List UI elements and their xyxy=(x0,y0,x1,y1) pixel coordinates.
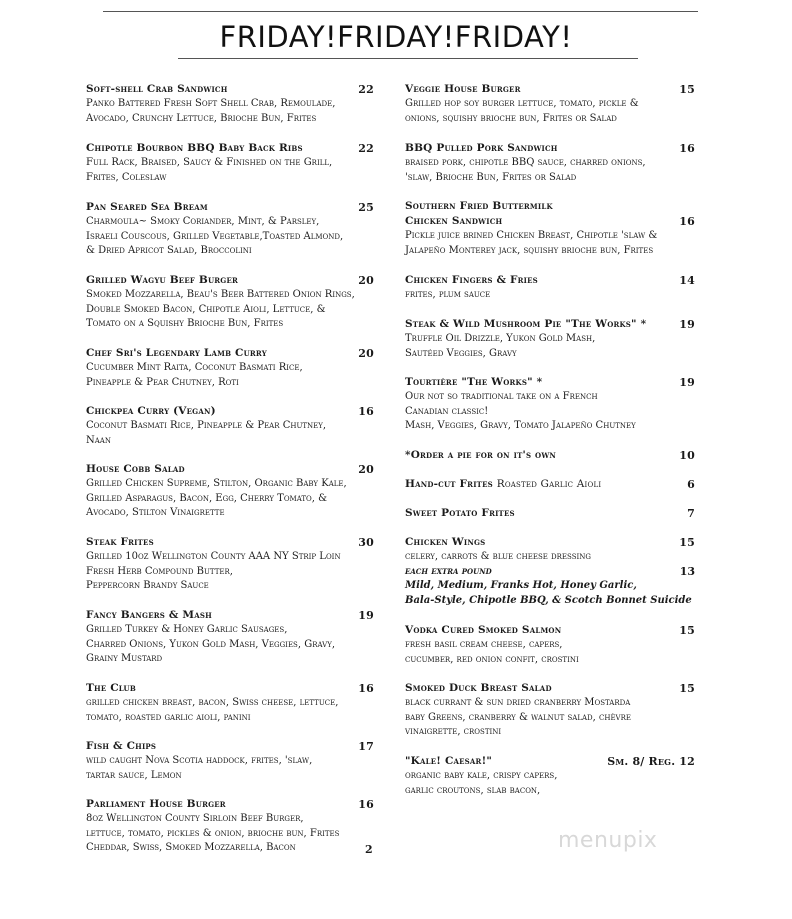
item-description: Charmoula~ Smoky Coriander, Mint, & Parsley, xyxy=(86,216,320,227)
title-underline xyxy=(178,58,638,59)
menu-item xyxy=(405,317,695,361)
item-description: Tomato on a Squishy Brioche Bun, Frites xyxy=(86,318,284,329)
item-description: Grainy Mustard xyxy=(86,653,163,664)
item-description: Mash, Veggies, Gravy, Tomato Jalapeño Chutney xyxy=(405,420,636,431)
item-name: Chicken Wings xyxy=(405,536,486,548)
item-description: Grilled 10oz Wellington County AAA NY Strip Loin xyxy=(86,551,341,562)
item-price: 20 xyxy=(358,274,374,287)
item-name: Soft-shell Crab Sandwich xyxy=(86,83,228,95)
item-name: Chipotle Bourbon BBQ Baby Back Ribs xyxy=(86,142,303,154)
item-description: Avocado, Crunchy Lettuce, Brioche Bun, Frites xyxy=(86,112,317,124)
menu-item xyxy=(86,462,374,521)
item-name: *Order a pie for on it's own xyxy=(405,449,557,461)
item-name: Steak & Wild Mushroom Pie "The Works" * xyxy=(405,318,647,330)
item-description: grilled chicken breast, bacon, Swiss cheese, lettuce, xyxy=(86,697,339,708)
item-price: 22 xyxy=(358,83,374,96)
menu-item xyxy=(405,535,695,608)
item-description: black currant & sun dried cranberry Mostarda xyxy=(405,697,631,708)
item-price: 14 xyxy=(679,274,695,287)
menu-item xyxy=(405,506,695,521)
item-description: Canadian classic! xyxy=(405,405,489,417)
menu-item xyxy=(405,477,695,492)
menu-item xyxy=(86,797,374,856)
menu-item xyxy=(405,141,695,185)
item-price: 16 xyxy=(358,405,374,418)
menu-item xyxy=(405,375,695,434)
item-description: lettuce, tomato, pickles & onion, brioche bun, Frites xyxy=(86,827,340,839)
item-name: Hand-cut Frites xyxy=(405,478,493,490)
item-description: Peppercorn Brandy Sauce xyxy=(86,580,209,591)
item-description: 'slaw, Brioche Bun, Frites or Salad xyxy=(405,171,577,183)
item-name: Sweet Potato Frites xyxy=(405,507,515,519)
item-name: Veggie House Burger xyxy=(405,83,521,95)
menu-item xyxy=(405,82,695,126)
menu-item xyxy=(405,681,695,740)
item-price: 20 xyxy=(358,347,374,360)
item-price: 25 xyxy=(358,201,374,214)
menu-item xyxy=(86,273,374,332)
item-description: Roasted Garlic Aioli xyxy=(496,478,602,490)
item-price: 19 xyxy=(679,376,695,389)
menu-item xyxy=(86,404,374,448)
item-description: celery, carrots & blue cheese dressing xyxy=(405,551,591,562)
item-price: 15 xyxy=(679,624,695,637)
item-description: Fresh Herb Compound Butter, xyxy=(86,565,233,577)
item-price: 7 xyxy=(687,507,695,520)
item-description: tartar sauce, Lemon xyxy=(86,769,182,781)
item-description: Avocado, Stilton Vinaigrette xyxy=(86,507,225,518)
item-price: 16 xyxy=(358,682,374,695)
page-number: 2 xyxy=(365,843,373,856)
item-price: 15 xyxy=(679,682,695,695)
menu-item xyxy=(86,608,374,667)
top-rule xyxy=(103,11,698,12)
item-description: garlic croutons, slab bacon, xyxy=(405,784,541,796)
item-name: Southern Fried Buttermilk xyxy=(405,200,553,212)
item-name: Pan Seared Sea Bream xyxy=(86,201,208,213)
item-price: 19 xyxy=(358,609,374,622)
extra-pound-label: each extra pound xyxy=(405,565,492,577)
item-description: Cucumber Mint Raita, Coconut Basmati Rice, xyxy=(86,362,303,373)
item-description: Pineapple & Pear Chutney, Roti xyxy=(86,376,239,388)
item-price: 22 xyxy=(358,142,374,155)
extra-pound-price: 13 xyxy=(679,564,695,578)
item-description: Naan xyxy=(86,434,111,446)
item-price: 15 xyxy=(679,536,695,549)
menu-item xyxy=(86,346,374,390)
item-price: 10 xyxy=(679,449,695,462)
item-description: Smoked Mozzarella, Beau's Beer Battered Onion Rings, xyxy=(86,289,355,300)
item-description: Israeli Couscous, Grilled Vegetable,Toasted Almond, xyxy=(86,230,344,242)
item-description: & Dried Apricot Salad, Broccolini xyxy=(86,245,252,256)
item-price: 20 xyxy=(358,463,374,476)
item-description: Our not so traditional take on a French xyxy=(405,391,598,402)
item-description: cucumber, red onion confit, crostini xyxy=(405,653,579,665)
item-description: baby Greens, cranberry & walnut salad, chèvre xyxy=(405,711,631,723)
item-price: 15 xyxy=(679,83,695,96)
item-price: 19 xyxy=(679,318,695,331)
item-name: Grilled Wagyu Beef Burger xyxy=(86,274,239,286)
menu-item xyxy=(86,82,374,126)
item-description: tomato, roasted garlic aioli, panini xyxy=(86,711,251,723)
item-price: 17 xyxy=(358,740,374,753)
item-name: Steak Frites xyxy=(86,536,154,548)
item-name: Fish & Chips xyxy=(86,740,157,752)
item-description: braised pork, chipotle BBQ sauce, charred onions, xyxy=(405,157,646,168)
item-name: BBQ Pulled Pork Sandwich xyxy=(405,142,558,154)
item-name: Smoked Duck Breast Salad xyxy=(405,682,552,694)
item-description: frites, plum sauce xyxy=(405,289,491,300)
item-name: Parliament House Burger xyxy=(86,798,226,810)
item-description: wild caught Nova Scotia haddock, frites, 'slaw, xyxy=(86,755,313,766)
item-description: Double Smoked Bacon, Chipotle Aioli, Lettuce, & xyxy=(86,303,326,315)
item-description: Grilled Asparagus, Bacon, Egg, Cherry Tomato, & xyxy=(86,492,328,504)
item-name: Chickpea Curry (Vegan) xyxy=(86,405,216,417)
item-name: Vodka Cured Smoked Salmon xyxy=(405,624,562,636)
item-description: vinaigrette, crostini xyxy=(405,726,502,737)
item-price: 16 xyxy=(358,798,374,811)
menu-item xyxy=(405,448,695,463)
item-description: Grilled Turkey & Honey Garlic Sausages, xyxy=(86,624,288,635)
menu-item xyxy=(405,754,695,798)
menu-item xyxy=(86,681,374,725)
item-price: 16 xyxy=(679,142,695,155)
item-description: Charred Onions, Yukon Gold Mash, Veggies, Gravy, xyxy=(86,638,336,650)
menu-item xyxy=(86,200,374,259)
menu-item xyxy=(86,141,374,185)
item-name: Fancy Bangers & Mash xyxy=(86,609,212,621)
item-name: The Club xyxy=(86,682,136,694)
item-description: Frites, Coleslaw xyxy=(86,171,167,183)
wing-flavors: Bala-Style, Chipotle BBQ, & Scotch Bonnet Suicide xyxy=(405,594,692,606)
wing-flavors: Mild, Medium, Franks Hot, Honey Garlic, xyxy=(405,580,637,591)
item-description: Jalapeño Monterey jack, squishy brioche bun, Frites xyxy=(405,244,654,256)
item-description: Full Rack, Braised, Saucy & Finished on the Grill, xyxy=(86,157,333,168)
item-description: Panko Battered Fresh Soft Shell Crab, Remoulade, xyxy=(86,98,336,109)
menu-item xyxy=(86,535,374,594)
item-description: Grilled Chicken Supreme, Stilton, Organic Baby Kale, xyxy=(86,478,347,489)
item-price: 16 xyxy=(679,215,695,228)
menu-item xyxy=(405,623,695,667)
item-name: Tourtière "The Works" * xyxy=(405,376,543,388)
item-price: 6 xyxy=(687,478,695,491)
menu-item xyxy=(86,739,374,783)
item-description: onions, squishy brioche bun, Frites or Salad xyxy=(405,112,617,124)
menupix-watermark: menupix xyxy=(558,828,658,853)
item-name: Chicken Fingers & Fries xyxy=(405,274,538,286)
item-name: Chicken Sandwich xyxy=(405,215,503,227)
item-description: Truffle Oil Drizzle, Yukon Gold Mash, xyxy=(405,333,596,344)
page-title: FRIDAY!FRIDAY!FRIDAY! xyxy=(219,20,573,54)
menu-item xyxy=(405,199,695,258)
item-description: Sautéed Veggies, Gravy xyxy=(405,347,517,359)
item-name: "Kale! Caesar!" xyxy=(405,755,493,767)
item-description: fresh basil cream cheese, capers, xyxy=(405,639,563,650)
item-description: 8oz Wellington County Sirloin Beef Burger, xyxy=(86,813,304,824)
item-name: House Cobb Salad xyxy=(86,463,185,475)
item-price: 30 xyxy=(358,536,374,549)
item-description: organic baby kale, crispy capers, xyxy=(405,770,558,781)
item-description: Cheddar, Swiss, Smoked Mozzarella, Bacon xyxy=(86,842,296,853)
item-description: Grilled hop soy burger lettuce, tomato, pickle & xyxy=(405,98,639,109)
item-description: Pickle juice brined Chicken Breast, Chipotle 'slaw & xyxy=(405,230,658,241)
item-name: Chef Sri's Legendary Lamb Curry xyxy=(86,347,267,359)
menu-item xyxy=(405,273,695,303)
item-description: Coconut Basmati Rice, Pineapple & Pear Chutney, xyxy=(86,420,327,431)
item-price: Sm. 8/ Reg. 12 xyxy=(607,755,695,768)
